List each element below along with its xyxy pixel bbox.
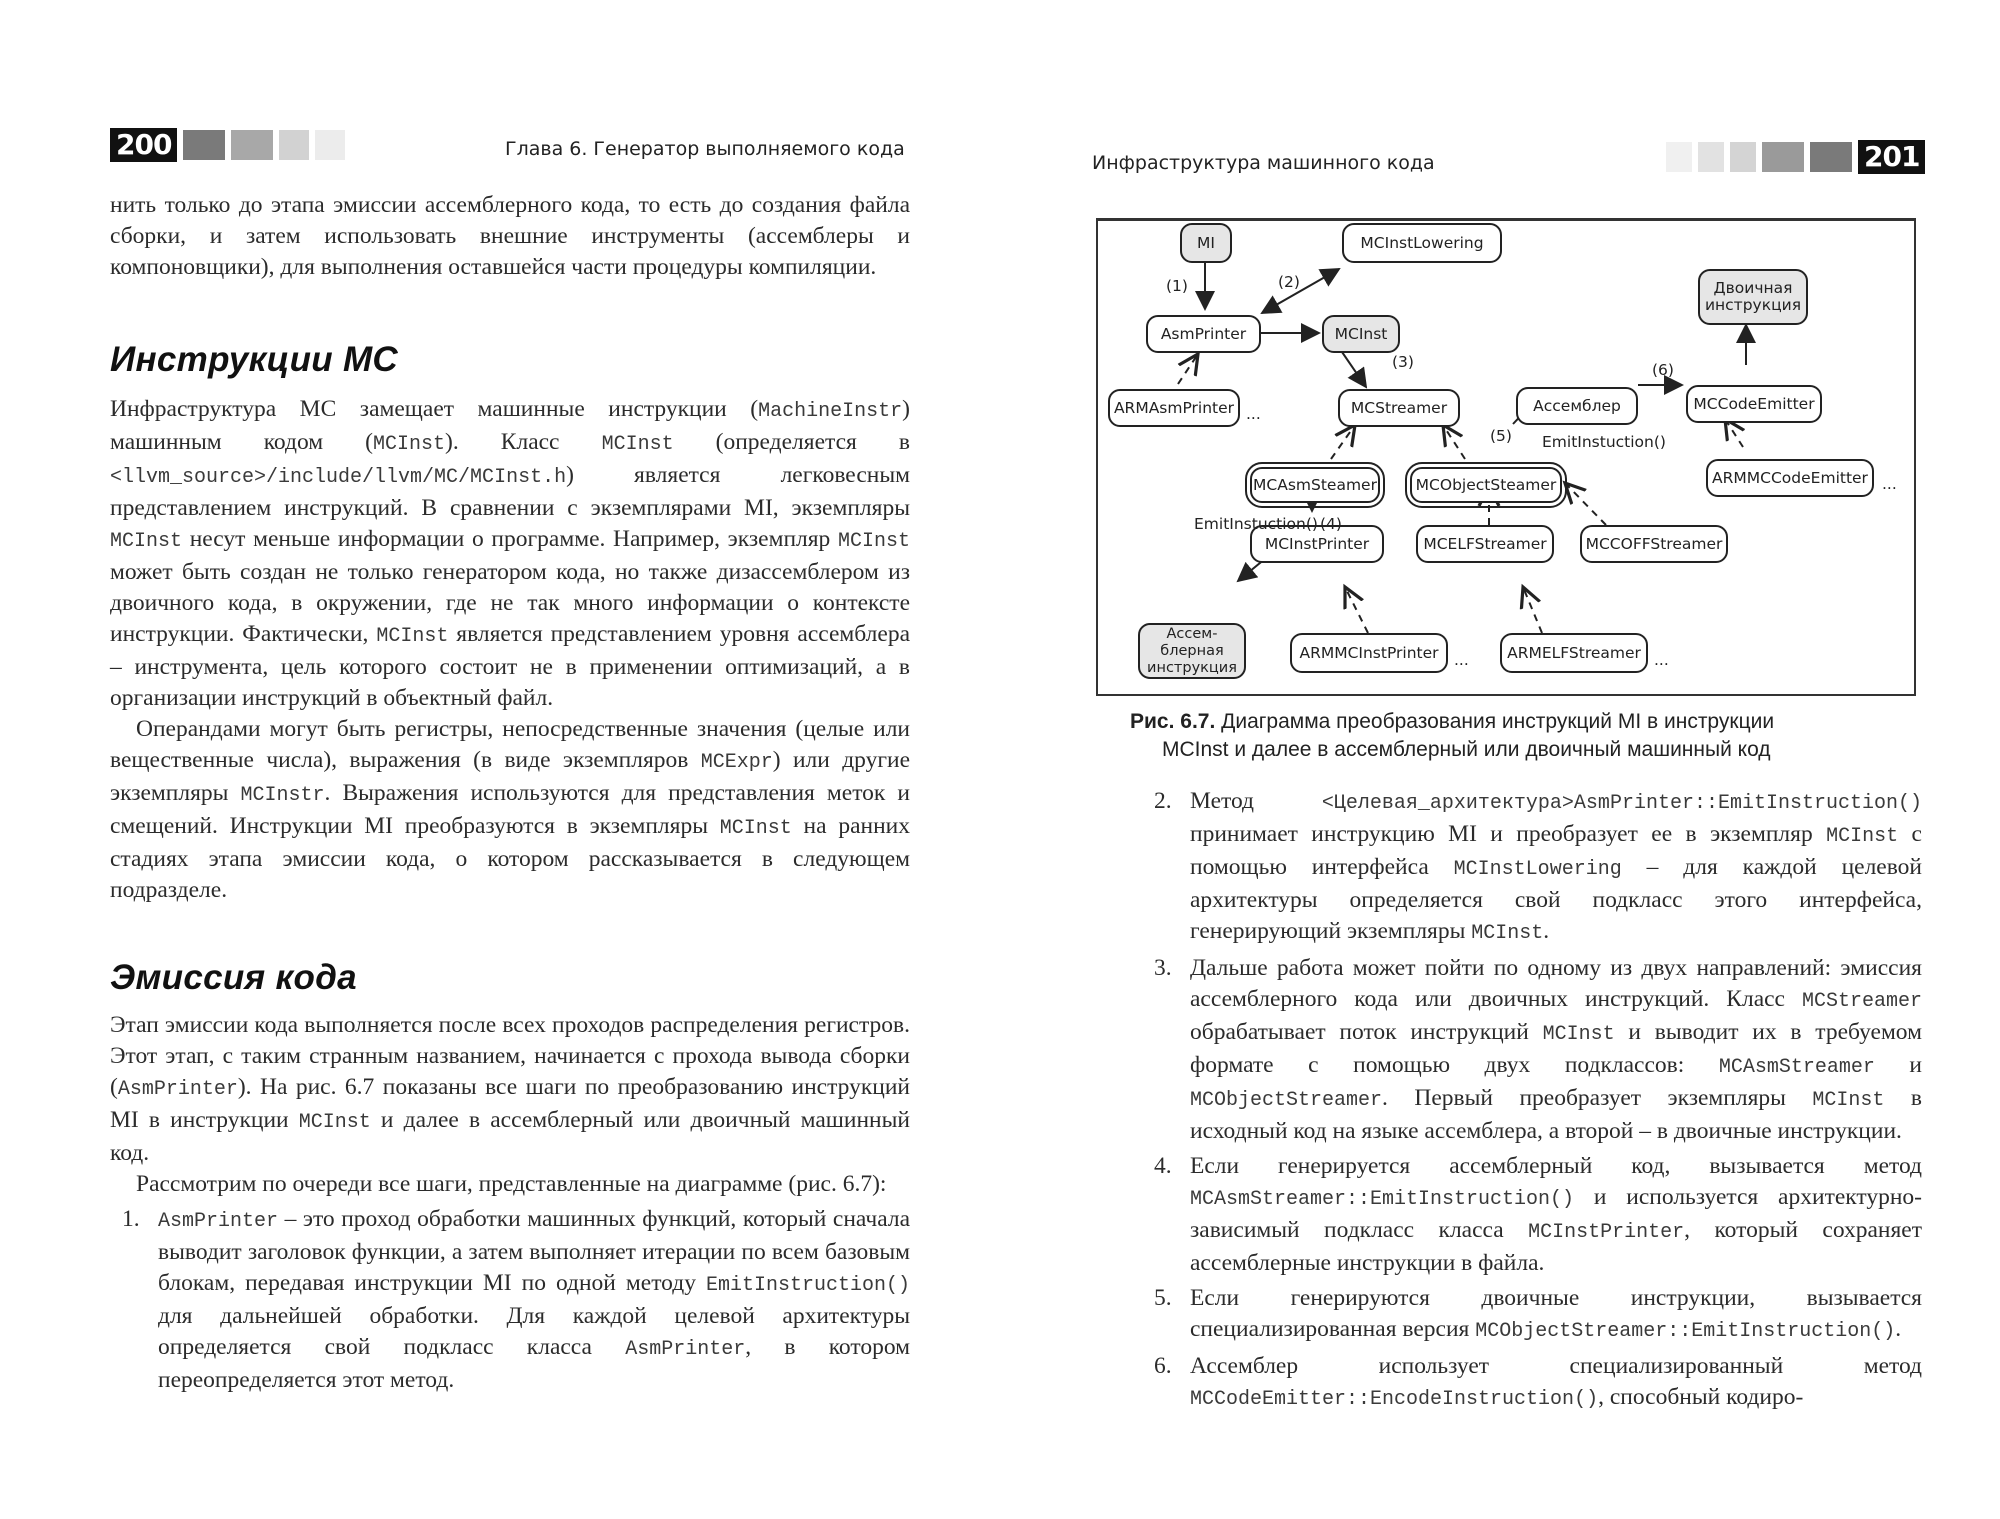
left-running-head: [110, 128, 345, 162]
paragraph: Рассмотрим по очереди все шаги, представленные на диаграмме (рис. 6.7):: [136, 1171, 887, 1197]
diagram-node-asmprinter: AsmPrinter: [1146, 315, 1261, 353]
list-item: 1. AsmPrinter – это проход обработки машинных функций, который сначала выводит заголовок функции, а затем выполняет итерации по всем базовым блокам, передавая инструкции MI по одной методу EmitInstruction() для дальнейшей обработки. Для каждой целевой архитектуры определяется свой подкласс класса AsmPrinter, в котором переопределяется этот метод.: [122, 1206, 910, 1393]
diagram-node-mcobjectstreamer: MCObjectSteamer: [1410, 467, 1562, 503]
section-heading: Инструкции MC: [110, 340, 399, 379]
right-running-head: [1660, 140, 1925, 174]
paragraph: Этап эмиссии кода выполняется после всех проходов распределения регистров. Этот этап, с таким странным названием, начинается с прохода вывода сборки (AsmPrinter). На рис. 6.7 показаны все шаги по преобразованию инструкций MI в инструкции MCInst и далее в ассемблерный или двоичный машинный код.: [110, 1012, 910, 1166]
section-heading: Эмиссия кода: [110, 958, 357, 997]
decorative-swatch: [231, 130, 273, 160]
decorative-swatch: [315, 130, 345, 160]
diagram-node-assembler: Ассемблер: [1516, 387, 1638, 425]
diagram-node-mcinstlowering: MCInstLowering: [1342, 223, 1502, 263]
step-label: (2): [1278, 273, 1300, 291]
decorative-swatch: [1698, 142, 1724, 172]
diagram-node-mccoffstreamer: MCCOFFStreamer: [1580, 525, 1728, 563]
decorative-swatch: [279, 130, 309, 160]
page-number: 201: [1858, 140, 1925, 174]
right-body: [1142, 786, 1922, 1419]
diagram-node-armasmprinter: ARMAsmPrinter: [1108, 389, 1240, 427]
diagram-node-armmcinstprinter: ARMMCInstPrinter: [1290, 633, 1448, 673]
decorative-swatch: [1730, 142, 1756, 172]
page-number: 200: [110, 128, 177, 162]
decorative-swatch: [1666, 142, 1692, 172]
diagram-figure: MI MCInstLowering AsmPrinter MCInst ARMAsmPrinter ... MCStreamer Ассемблер MCCodeEmitter Двоичная инструкция ARMMCCodeEmitter ... MCAsmSteamer MCObjectSteamer MCInstPrinter MCELFStreamer MCCOFFStreamer Ассем-блерная инструкция ARMMCInstPrinter ... ARMELFStreamer ... (1) (2) (3) EmitInstuction() (4) (5) EmitInstuction() (6): [1096, 218, 1916, 696]
decorative-swatch: [1810, 142, 1852, 172]
step-label: (3): [1392, 353, 1414, 371]
decorative-swatch: [1762, 142, 1804, 172]
diagram-node-armelfstreamer: ARMELFStreamer: [1500, 633, 1648, 673]
section1-body: [110, 394, 910, 906]
list-item: 6. Ассемблер использует специализированный метод MCCodeEmitter::EncodeInstruction(), способный кодиро-: [1154, 1353, 1922, 1411]
list-item: 3. Дальше работа может пойти по одному из двух направлений: эмиссия ассемблерного кода или двоичных инструкций. Класс MCStreamer обрабатывает поток инструкций MCInst и выводит их в требуемом формате с помощью двух подклассов: MCAsmStreamer и MCObjectStreamer. Первый преобразует экземпляры MCInst в исходный код на языке ассемблера, а второй – в двоичные инструкции.: [1154, 955, 1923, 1144]
step-label: (1): [1166, 277, 1188, 295]
paragraph: Операндами могут быть регистры, непосредственные значения (целые или вещественные числа), выражения (в виде экземпляров MCExpr) или другие экземпляры MCInstr. Выражения используются для представления меток и смещений. Инструкции MI преобразуются в экземпляры MCInst на ранних стадиях этапа эмиссии кода, о котором рассказывается в следующем подразделе.: [110, 716, 910, 903]
list-item: 5. Если генерируются двоичные инструкции, вызывается специализированная версия MCObjectStreamer::EmitInstruction().: [1154, 1285, 1922, 1343]
decorative-swatch: [183, 130, 225, 160]
step-label: (5): [1490, 427, 1512, 445]
running-title: Глава 6. Генератор выполняемого кода: [505, 138, 905, 160]
emit-instruction-label: EmitInstuction(): [1542, 433, 1666, 451]
diagram-node-mcinstprinter: MCInstPrinter: [1250, 525, 1384, 563]
continuation-paragraph: нить только до этапа эмиссии ассемблерного кода, то есть до создания файла сборки, и затем использовать внешние инструменты (ассемблеры и компоновщики), для выполнения оставшейся части процедуры компиляции.: [110, 192, 910, 280]
right-page: [1000, 0, 2000, 1519]
diagram-node-mccodeemitter: MCCodeEmitter: [1686, 385, 1822, 423]
diagram-node-asm-instruction: Ассем-блерная инструкция: [1138, 623, 1246, 679]
diagram-node-mi: MI: [1180, 223, 1232, 263]
diagram-node-armmccodeemitter: ARMMCCodeEmitter: [1706, 459, 1874, 497]
step-label: (6): [1652, 361, 1674, 379]
running-title: Инфраструктура машинного кода: [1092, 152, 1435, 174]
diagram-node-binary-instruction: Двоичная инструкция: [1698, 269, 1808, 325]
list-item: 2. Метод <Целевая_архитектура>AsmPrinter::EmitInstruction() принимает инструкцию MI и преобразует ее в экземпляр MCInst с помощью интерфейса MCInstLowering – для каждой целевой архитектуры определяется свой подкласс этого интерфейса, генерирующий экземпляры MCInst.: [1154, 788, 1922, 945]
steps-list: [1142, 786, 1922, 1415]
figure-caption: Рис. 6.7. Диаграмма преобразования инструкций MI в инструкции MCInst и далее в ассемблерный или двоичный машинный код: [1130, 710, 1775, 761]
paragraph: Инфраструктура MC замещает машинные инструкции (MachineInstr) машинным кодом (MCInst). Класс MCInst (определяется в <llvm_source>/include/llvm/MC/MCInst.h) является легковесным представлением инструкций. В сравнении с экземплярами MI, экземпляры MCInst несут меньше информации о программе. Например, экземпляр MCInst может быть создан не только генератором кода, но также дизассемблером из двоичного кода, в окружении, где не так много информации о контексте инструкции. Фактически, MCInst является представлением уровня ассемблера – инструмента, цель которого состоит не в применении оптимизаций, а в организации инструкций в объектный файл.: [110, 396, 911, 711]
steps-list: [110, 1204, 910, 1396]
diagram-node-mcstreamer: MCStreamer: [1338, 389, 1460, 427]
list-item: 4. Если генерируется ассемблерный код, вызывается метод MCAsmStreamer::EmitInstruction() и используется архитектурно-зависимый подкласс класса MCInstPrinter, который сохраняет ассемблерные инструкции в файла.: [1154, 1153, 1922, 1276]
step-label: (4): [1320, 515, 1342, 533]
diagram-node-mcasmstreamer: MCAsmSteamer: [1250, 467, 1380, 503]
diagram-node-mcinst: MCInst: [1322, 315, 1400, 353]
diagram-node-mcelfstreamer: MCELFStreamer: [1416, 525, 1554, 563]
emit-instruction-label: EmitInstuction(): [1194, 515, 1318, 533]
section2-body: [110, 1010, 910, 1400]
